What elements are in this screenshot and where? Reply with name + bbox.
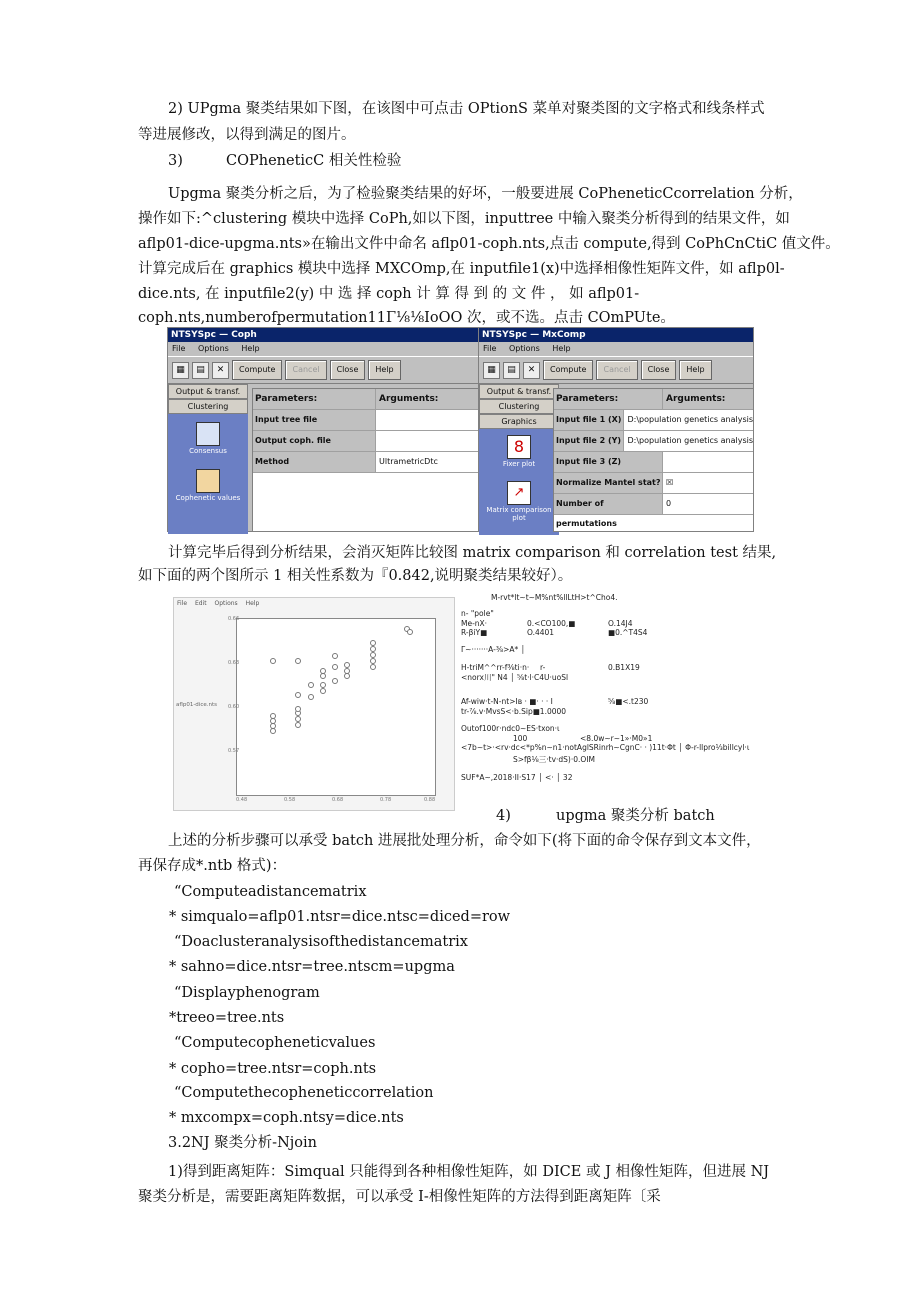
x-tick: 0.48 <box>236 797 248 803</box>
plot-menu-bar <box>174 598 454 610</box>
scatter-point <box>295 722 301 728</box>
text-line: 再保存成*.ntb 格式)： <box>138 858 287 874</box>
params-header: Parameters: <box>554 389 663 409</box>
menu-help[interactable]: Help <box>245 600 260 607</box>
scatter-point <box>407 629 413 635</box>
text-line: coph.nts,numberofpermutation11Γ⅛⅛IoOO 次，或不选。点击 COmPUte。 <box>138 310 675 326</box>
scatter-point <box>270 658 276 664</box>
result-line: M-rvt*lt~t~M%nt%llLtH>t^Cho4. <box>491 593 618 602</box>
y-axis-label: aflp01-dice.nts <box>176 702 217 708</box>
params-header: Parameters: <box>253 389 376 409</box>
text-line: 计算完毕后得到分析结果，会消灭矩阵比较图 matrix comparison 和 correlation test 结果, <box>168 545 777 561</box>
scatter-point <box>332 653 338 659</box>
scatter-point <box>270 728 276 734</box>
cophenetic-icon[interactable] <box>196 469 220 493</box>
command-line: * sahno=dice.ntsr=tree.ntscm=upgma <box>169 959 455 975</box>
param-label: Method <box>253 452 376 472</box>
result-line: S>fβ⅛三·tv·dS)·0.OIM <box>513 755 595 764</box>
menu-file[interactable]: File <box>172 344 186 353</box>
result-line: Γ~·······A-⅜>A* │ <box>461 645 526 654</box>
compute-button[interactable]: Compute <box>543 360 593 380</box>
module-sidebar <box>479 384 559 531</box>
scatter-point <box>295 706 301 712</box>
scatter-point <box>295 658 301 664</box>
table-row <box>554 494 753 528</box>
args-header: Arguments: <box>663 389 753 409</box>
param-label: Input tree file <box>253 410 376 430</box>
param-label: Number of permutations <box>554 494 663 514</box>
parameter-grid <box>553 388 754 532</box>
module-sidebar <box>168 384 248 531</box>
text-line: 等进展修改，以得到满足的图片。 <box>138 127 356 143</box>
input-file-2-field[interactable]: D:\population genetics analysis <box>627 436 753 445</box>
menu-help[interactable]: Help <box>552 344 571 353</box>
text-line: aflp01-dice-upgma.nts»在输出文件中命名 aflp01-coph.nts,点击 compute,得到 CoPhCnCtiC 值文件。 <box>138 236 840 252</box>
result-value: r- <box>540 663 546 672</box>
method-select[interactable]: UltrametricDtc <box>379 457 438 466</box>
command-line: * simqualo=aflp01.ntsr=dice.ntsc=diced=row <box>169 909 511 925</box>
result-label: R-βiY■ <box>461 628 488 637</box>
output-coph-field[interactable] <box>376 431 479 451</box>
permutations-field[interactable]: 0 <box>666 499 672 508</box>
command-line: * copho=tree.ntsr=coph.nts <box>169 1061 377 1077</box>
text-line: 1)得到距离矩阵：Simqual 只能得到各种相像性矩阵，如 DICE 或 J 相像性矩阵，但进展 NJ <box>168 1164 770 1180</box>
param-label: Input file 3 (Z) <box>554 452 663 472</box>
result-label: H-triM^^rr-f⅜ti·n· <box>461 663 530 672</box>
notes-icon[interactable]: ▤ <box>503 362 520 379</box>
text-line: dice.nts, 在 inputfile2(y) 中 选 择 coph 计 算 得 到 的 文 件 ， 如 aflp01- <box>138 286 640 302</box>
consensus-icon[interactable] <box>196 422 220 446</box>
matrix-comparison-icon[interactable]: ↗ <box>507 481 531 505</box>
close-button[interactable]: Close <box>641 360 677 380</box>
result-value: <8.0w~r~1»·M0»1 <box>580 734 653 743</box>
scatter-point <box>370 640 376 646</box>
param-label: Output coph. file <box>253 431 376 451</box>
table-row <box>554 410 753 431</box>
command-comment: “Doaclusteranalysisofthedistancematrix <box>174 934 468 950</box>
normalize-checkbox[interactable]: ☒ <box>666 478 674 487</box>
result-line: tr-⅞.v·MvsS<·b.Sip■1.0000 <box>461 707 567 716</box>
section-heading: upgma 聚类分析 batch <box>556 808 715 824</box>
y-tick: 0.66 <box>228 616 240 622</box>
fixer-plot-icon[interactable]: 8 <box>507 435 531 459</box>
scatter-point <box>320 682 326 688</box>
y-tick: 0.57 <box>228 748 240 754</box>
input-file-1-field[interactable]: D:\population genetics analysis <box>627 415 753 424</box>
command-comment: “Computeadistancematrix <box>174 884 367 900</box>
help-button[interactable]: Help <box>679 360 711 380</box>
tab-output-transf[interactable]: Output & transf. <box>479 384 559 399</box>
grid-header <box>253 389 479 410</box>
scatter-point <box>344 673 350 679</box>
list-number: 3) <box>168 153 183 169</box>
list-number: 4) <box>496 808 511 824</box>
run-icon[interactable]: ✕ <box>523 362 540 379</box>
result-label: Af-wiw·t-N-nt>Iв · ■· · · I <box>461 697 553 706</box>
command-comment: “Computethecopheneticcorrelation <box>174 1085 434 1101</box>
scatter-point <box>308 682 314 688</box>
x-tick: 0.58 <box>284 797 296 803</box>
mxcomp-window <box>478 327 754 532</box>
param-label: Input file 2 (Y) <box>554 431 624 451</box>
result-line: SUF*A~,2018·II·S17 │ <· │ 32 <box>461 773 573 782</box>
correlation-value: 0.B1X19 <box>608 663 640 672</box>
parameter-grid <box>252 388 480 532</box>
param-label: Normalize Mantel stat? <box>554 473 663 493</box>
section-heading: COPheneticC 相关性检验 <box>226 153 402 169</box>
tab-graphics[interactable]: Graphics <box>479 414 559 429</box>
scatter-point <box>370 664 376 670</box>
text-line: 上述的分析步骤可以承受 batch 进展批处理分析，命令如下(将下面的命令保存到文本文件， <box>168 833 761 849</box>
result-label: Me-nX· <box>461 619 488 628</box>
tab-clustering[interactable]: Clustering <box>479 399 559 414</box>
result-line: Outof100r·ndc0~ES·txon·ι <box>461 724 560 733</box>
coph-window <box>167 327 480 532</box>
matrix-comparison-label: Matrix comparison plot <box>486 506 552 522</box>
result-value: 100 <box>513 734 528 743</box>
cancel-button[interactable]: Cancel <box>596 360 637 380</box>
x-tick: 0.78 <box>380 797 392 803</box>
input-tree-field[interactable] <box>376 410 479 430</box>
menu-file[interactable]: File <box>483 344 497 353</box>
run-icon[interactable]: ✕ <box>212 362 229 379</box>
section-heading: 3.2NJ 聚类分析-Njoin <box>168 1135 317 1151</box>
param-label: Input file 1 (X) <box>554 410 624 430</box>
scatter-point <box>270 713 276 719</box>
menu-bar <box>168 342 479 356</box>
text-line: 计算完成后在 graphics 模块中选择 MXCOmp,在 inputfile1(x)中选择相像性矩阵文件，如 aflp0l- <box>138 261 785 277</box>
cophenetic-label: Cophenetic values <box>175 494 241 502</box>
module-icon-pane <box>479 429 559 535</box>
help-button[interactable]: Help <box>368 360 400 380</box>
menu-bar <box>479 342 753 356</box>
table-row <box>253 431 479 452</box>
cancel-button[interactable]: Cancel <box>285 360 326 380</box>
scatter-point <box>308 694 314 700</box>
table-row <box>554 473 753 494</box>
window-title: NTSYSpc — Coph <box>168 328 479 342</box>
text-line: 如下面的两个图所示 1 相关性系数为『0.842,说明聚类结果较好）。 <box>138 568 573 584</box>
result-value: ■0.^T4S4 <box>608 628 648 637</box>
toolbar <box>479 356 753 384</box>
command-comment: “Displayphenogram <box>174 985 320 1001</box>
result-value: O.4401 <box>527 628 555 637</box>
fixer-plot-label: Fixer plot <box>502 460 536 468</box>
result-line: n- "pole" <box>461 609 494 618</box>
toolbar <box>168 356 479 384</box>
table-row <box>253 452 479 473</box>
menu-options[interactable]: Options <box>214 600 238 607</box>
open-icon[interactable]: ▦ <box>483 362 500 379</box>
command-line: *treeo=tree.nts <box>169 1010 285 1026</box>
x-tick: 0.88 <box>424 797 436 803</box>
menu-file[interactable]: File <box>177 600 188 607</box>
scatter-point <box>320 668 326 674</box>
text-line: 聚类分析是，需要距离矩阵数据，可以承受 I-相像性矩阵的方法得到距离矩阵〔采 <box>138 1189 661 1205</box>
plot-area <box>236 618 436 796</box>
args-header: Arguments: <box>376 389 479 409</box>
scatter-point <box>320 688 326 694</box>
scatter-point <box>332 664 338 670</box>
result-line: <7b~t>·<rv·dc<*p%n~n1·notAglSRinrh~CgnC· · )11t·Φt │ Φ-r-llpro⅓billcyl·ι <box>461 743 750 752</box>
y-tick: 0.63 <box>228 660 240 666</box>
result-value: 0.<CO100,■ <box>527 619 576 628</box>
text-line: 操作如下:^clustering 模块中选择 CoPh,如以下图，inputtree 中输入聚类分析得到的结果文件，如 <box>138 211 790 227</box>
text-line: 2) UPgma 聚类结果如下图，在该图中可点击 OPtionS 菜单对聚类图的文字格式和线条样式 <box>168 101 765 117</box>
x-tick: 0.68 <box>332 797 344 803</box>
window-title: NTSYSpc — MxComp <box>479 328 753 342</box>
scatter-point <box>295 692 301 698</box>
y-tick: 0.60 <box>228 704 240 710</box>
table-row <box>253 410 479 431</box>
result-value: ⅝■<.t230 <box>608 697 649 706</box>
tab-output-transf[interactable]: Output & transf. <box>168 384 248 399</box>
result-value: O.14J4 <box>608 619 633 628</box>
grid-header <box>554 389 753 410</box>
command-line: * mxcompx=coph.ntsy=dice.nts <box>169 1110 404 1126</box>
text-line: Upgma 聚类分析之后，为了检验聚类结果的好坏，一般要进展 CoPheneticCcorrelation 分析， <box>168 186 803 202</box>
table-row <box>554 452 753 473</box>
menu-help[interactable]: Help <box>241 344 260 353</box>
menu-options[interactable]: Options <box>508 344 540 353</box>
module-icon-pane <box>168 414 248 534</box>
close-button[interactable]: Close <box>330 360 366 380</box>
notes-icon[interactable]: ▤ <box>192 362 209 379</box>
command-comment: “Computecopheneticvalues <box>174 1035 376 1051</box>
matrix-comparison-plot-window <box>173 597 455 811</box>
tab-clustering[interactable]: Clustering <box>168 399 248 414</box>
input-file-3-field[interactable] <box>663 452 753 472</box>
open-icon[interactable]: ▦ <box>172 362 189 379</box>
scatter-point <box>332 678 338 684</box>
table-row <box>554 431 753 452</box>
menu-edit[interactable]: Edit <box>194 600 207 607</box>
compute-button[interactable]: Compute <box>232 360 282 380</box>
menu-options[interactable]: Options <box>197 344 229 353</box>
consensus-label: Consensus <box>189 447 227 455</box>
result-line: <norx川" N4 │ ⅝t·l·C4U·uoSl <box>461 673 569 682</box>
